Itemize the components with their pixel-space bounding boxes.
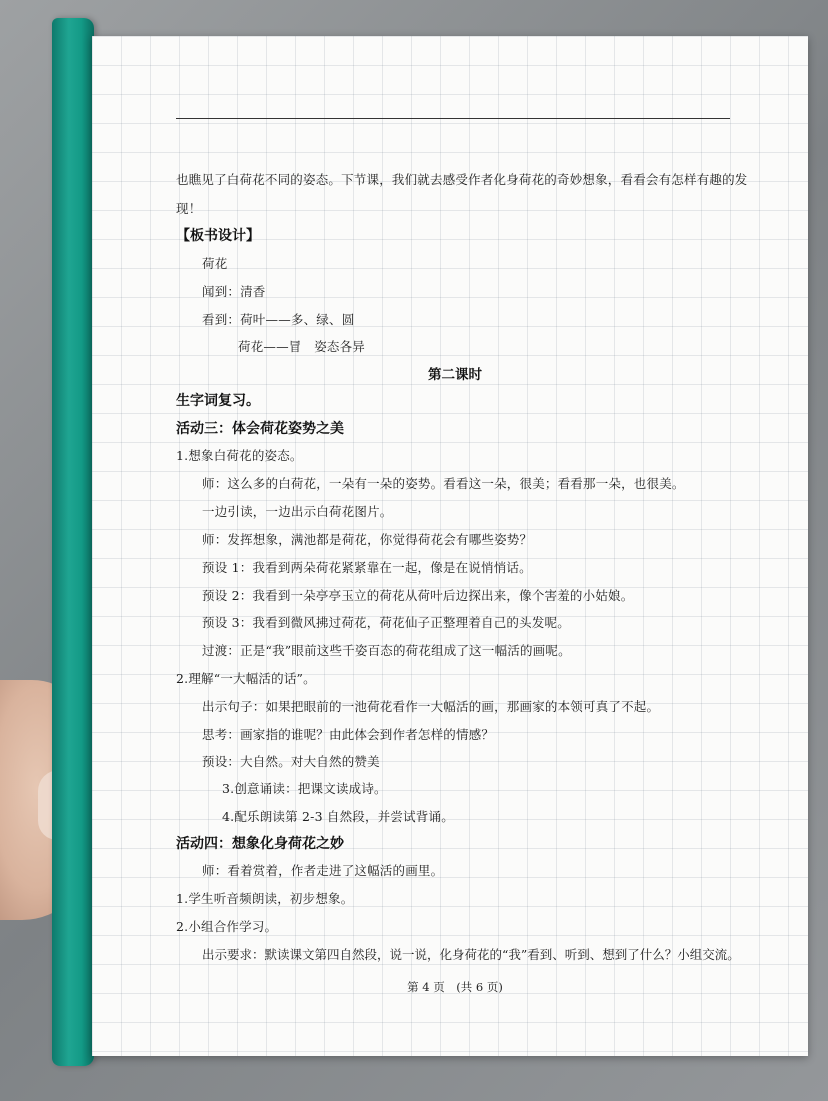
body-line: 预设 1：我看到两朵荷花紧紧靠在一起，像是在说悄悄话。 [202,560,532,575]
board-line: 荷花——冒 姿态各异 [238,339,366,354]
body-line: 预设 3：我看到微风拂过荷花，荷花仙子正整理着自己的头发呢。 [202,615,570,630]
binder-spine [52,18,94,1066]
body-line: 现！ [176,201,202,216]
body-line: 1.学生听音频朗读，初步想象。 [176,891,354,906]
body-line: 1.想象白荷花的姿态。 [176,448,303,463]
board-line: 看到：荷叶——多、绿、圆 [202,312,355,327]
body-line: 一边引读，一边出示白荷花图片。 [202,504,393,519]
page-footer: 第 4 页 (共 6 页) [407,980,503,994]
body-line: 4.配乐朗读第 2-3 自然段，并尝试背诵。 [222,809,454,824]
board-line: 闻到：清香 [202,284,266,299]
body-line: 2.理解“一大幅活的话”。 [176,671,316,686]
body-line: 师：看着赏着，作者走进了这幅活的画里。 [202,863,444,878]
body-line: 师：这么多的白荷花，一朵有一朵的姿势。看看这一朵，很美；看看那一朵，也很美。 [202,476,685,491]
body-line: 也瞧见了白荷花不同的姿态。下节课，我们就去感受作者化身荷花的奇妙想象，看看会有怎样有趣的发 [176,172,748,187]
review-heading: 生字词复习。 [176,393,260,409]
activity-heading: 活动三：体会荷花姿势之美 [176,421,344,437]
lesson-title: 第二课时 [428,367,482,383]
section-heading-board: 【板书设计】 [176,228,260,244]
activity-heading: 活动四：想象化身荷花之妙 [176,836,344,852]
body-line: 预设 2：我看到一朵亭亭玉立的荷花从荷叶后边探出来，像个害羞的小姑娘。 [202,588,634,603]
board-line: 荷花 [202,256,228,271]
body-line: 预设：大自然。对大自然的赞美 [202,754,380,769]
body-line: 师：发挥想象，满池都是荷花，你觉得荷花会有哪些姿势？ [202,532,533,547]
body-line: 2.小组合作学习。 [176,919,278,934]
body-line: 3.创意诵读：把课文读成诗。 [222,781,387,796]
body-line: 出示要求：默读课文第四自然段，说一说，化身荷花的“我”看到、听到、想到了什么？小组交流。 [202,947,740,962]
body-line: 思考：画家指的谁呢？由此体会到作者怎样的情感？ [202,727,495,742]
body-line: 过渡：正是“我”眼前这些千姿百态的荷花组成了这一幅活的画呢。 [202,643,571,658]
body-line: 出示句子：如果把眼前的一池荷花看作一大幅活的画，那画家的本领可真了不起。 [202,699,660,714]
header-rule [176,118,730,119]
